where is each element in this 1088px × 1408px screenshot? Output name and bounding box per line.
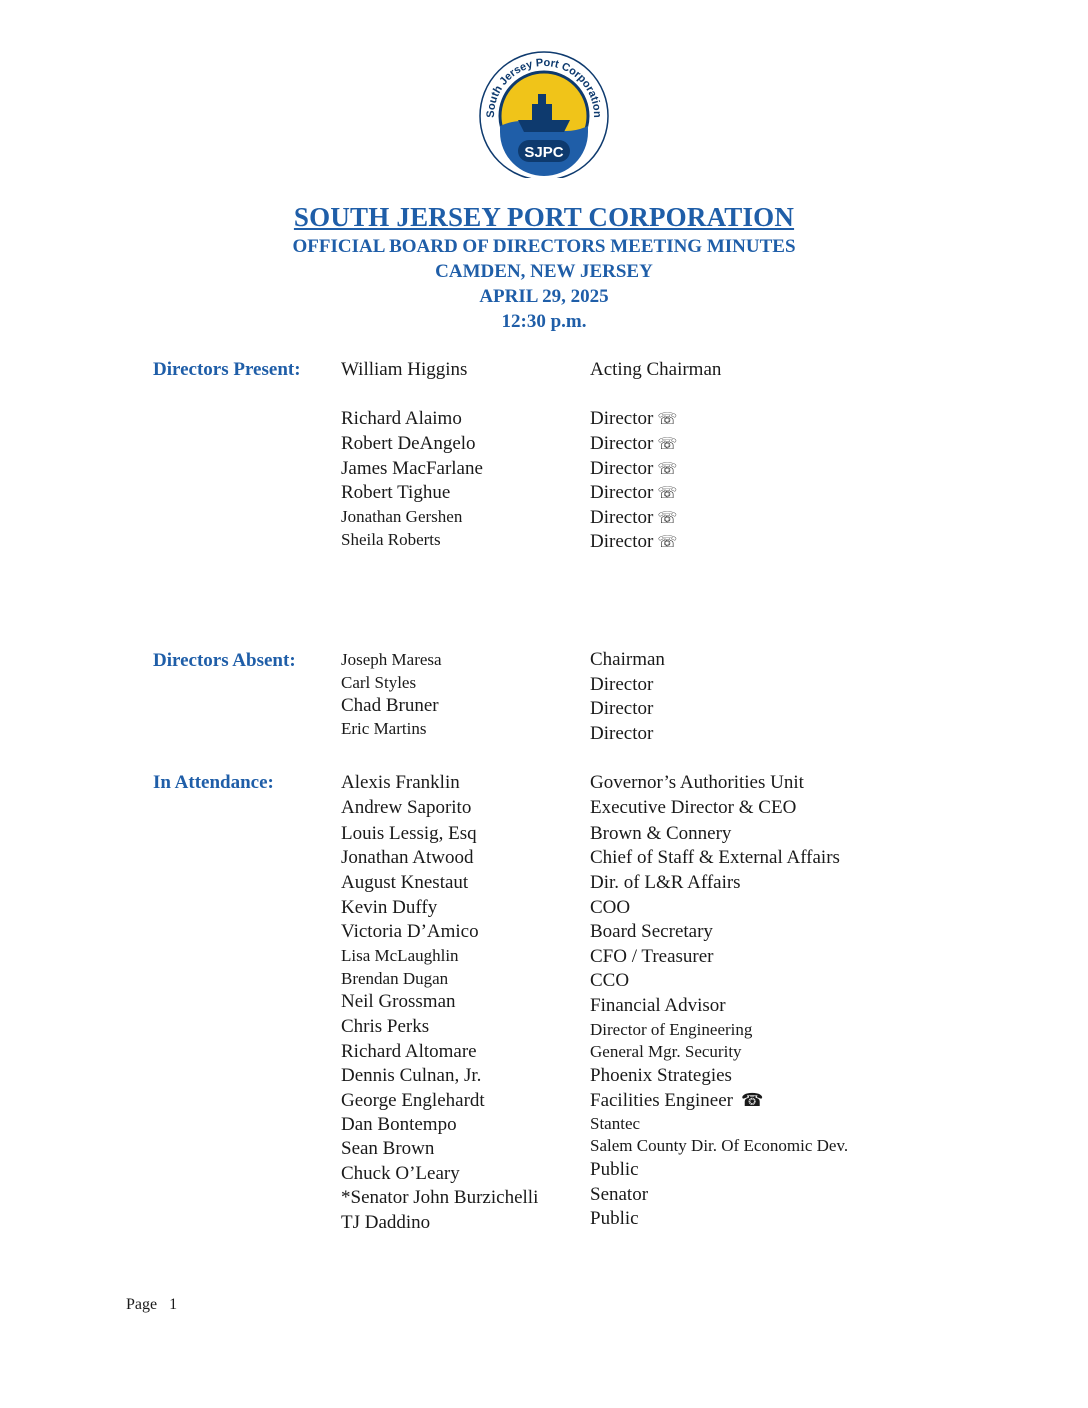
meeting-date: APRIL 29, 2025: [479, 286, 609, 307]
present-name: James MacFarlane: [341, 458, 483, 479]
present-name: Jonathan Gershen: [341, 507, 463, 526]
absent-role: Director: [590, 698, 654, 719]
page-footer: [126, 1296, 177, 1314]
page-number: 1: [169, 1296, 178, 1313]
attendee-name: Brendan Dugan: [341, 969, 449, 988]
attendee-role: Director of Engineering: [590, 1020, 753, 1039]
document-title: SOUTH JERSEY PORT CORPORATION: [293, 202, 795, 232]
present-name: Richard Alaimo: [341, 408, 462, 429]
attendee-role: Public: [590, 1159, 639, 1180]
meeting-location: CAMDEN, NEW JERSEY: [435, 261, 653, 282]
in-attendance-label: In Attendance:: [153, 772, 274, 793]
phone-icon: ☏: [657, 411, 678, 428]
present-name: Robert Tighue: [341, 482, 451, 503]
attendee-role: Public: [590, 1208, 639, 1229]
role-text: Director: [590, 482, 654, 503]
attendee-role: COO: [590, 897, 631, 918]
attendee-name: Lisa McLaughlin: [341, 946, 459, 965]
absent-name: Chad Bruner: [341, 695, 439, 716]
attendee-name: Victoria D’Amico: [341, 921, 479, 942]
attendee-role: Financial Advisor: [590, 995, 726, 1016]
attendee-name: Andrew Saporito: [341, 797, 472, 818]
role-text: Director: [590, 408, 654, 429]
logo-badge-text: SJPC: [524, 144, 564, 161]
attendee-role: [590, 1090, 763, 1112]
role-text: Facilities Engineer: [590, 1090, 733, 1111]
attendee-name: *Senator John Burzichelli: [341, 1187, 539, 1208]
phone-icon: ☏: [657, 461, 678, 478]
absent-name: Joseph Maresa: [341, 650, 442, 669]
directors-present-label: Directors Present:: [153, 359, 301, 380]
attendee-name: Kevin Duffy: [341, 897, 438, 918]
attendee-name: Louis Lessig, Esq: [341, 823, 477, 844]
absent-name: Carl Styles: [341, 673, 417, 692]
present-name: William Higgins: [341, 359, 468, 380]
meeting-time: 12:30 p.m.: [501, 311, 587, 332]
attendee-role: Brown & Connery: [590, 823, 732, 844]
attendee-role: Governor’s Authorities Unit: [590, 772, 804, 793]
present-role: [590, 531, 677, 553]
attendee-role: Board Secretary: [590, 921, 713, 942]
present-name: Robert DeAngelo: [341, 433, 476, 454]
telephone-icon: ☎: [740, 1090, 764, 1110]
attendee-name: Richard Altomare: [341, 1041, 477, 1062]
attendee-role: General Mgr. Security: [590, 1042, 742, 1061]
attendee-role: Stantec: [590, 1114, 641, 1133]
absent-role: Chairman: [590, 649, 665, 670]
page-label: Page: [126, 1296, 158, 1313]
role-text: Director: [590, 458, 654, 479]
absent-role: Director: [590, 674, 654, 695]
present-name: Sheila Roberts: [341, 530, 441, 549]
document-subtitle: OFFICIAL BOARD OF DIRECTORS MEETING MINUTES: [292, 236, 796, 257]
directors-absent-label: Directors Absent:: [153, 650, 296, 671]
svg-text:South Jersey Port Corporation: South Jersey Port Corporation: [484, 56, 604, 118]
role-text: Director: [590, 531, 654, 552]
attendee-name: August Knestaut: [341, 872, 469, 893]
attendee-name: Jonathan Atwood: [341, 847, 474, 868]
sjpc-logo: [468, 46, 620, 178]
phone-icon: ☏: [657, 534, 678, 551]
present-role: [590, 482, 677, 504]
attendee-name: Chuck O’Leary: [341, 1163, 460, 1184]
attendee-name: Dennis Culnan, Jr.: [341, 1065, 482, 1086]
attendee-role: CFO / Treasurer: [590, 946, 714, 967]
attendee-role: Chief of Staff & External Affairs: [590, 847, 840, 868]
attendee-name: Chris Perks: [341, 1016, 430, 1037]
attendee-name: TJ Daddino: [341, 1212, 431, 1233]
attendee-name: George Englehardt: [341, 1090, 485, 1111]
phone-icon: ☏: [657, 485, 678, 502]
present-role: Acting Chairman: [590, 359, 722, 380]
role-text: Director: [590, 507, 654, 528]
present-role: [590, 458, 677, 480]
attendee-role: Executive Director & CEO: [590, 797, 797, 818]
attendee-name: Alexis Franklin: [341, 772, 460, 793]
attendee-role: Dir. of L&R Affairs: [590, 872, 741, 893]
present-role: [590, 433, 677, 455]
attendee-role: Salem County Dir. Of Economic Dev.: [590, 1136, 849, 1155]
present-role: [590, 507, 677, 529]
attendee-role: Phoenix Strategies: [590, 1065, 732, 1086]
attendee-role: CCO: [590, 970, 630, 991]
role-text: Director: [590, 433, 654, 454]
attendee-role: Senator: [590, 1184, 649, 1205]
present-role: [590, 408, 677, 430]
attendee-name: Sean Brown: [341, 1138, 435, 1159]
absent-name: Eric Martins: [341, 719, 427, 738]
phone-icon: ☏: [657, 436, 678, 453]
attendee-name: Dan Bontempo: [341, 1114, 457, 1135]
phone-icon: ☏: [657, 510, 678, 527]
absent-role: Director: [590, 723, 654, 744]
attendee-name: Neil Grossman: [341, 991, 456, 1012]
